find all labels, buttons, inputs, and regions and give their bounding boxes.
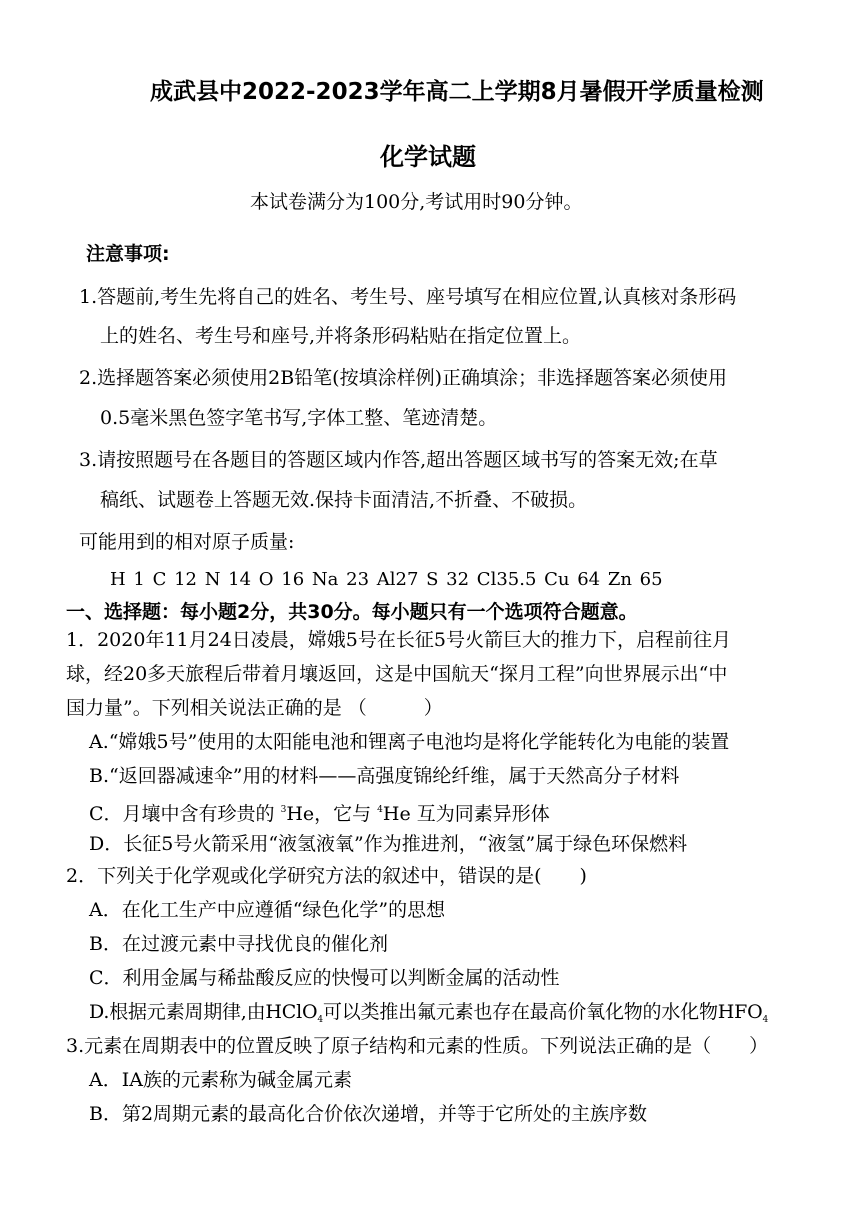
q1-stem-line1: 1．2020年11月24日凌晨，嫦娥5号在长征5号火箭巨大的推力下，启程前往月 [66,629,731,651]
subject-title: 化学试题 [380,143,476,171]
q1-option-d: D．长征5号火箭采用“液氢液氧”作为推进剂，“液氢”属于绿色环保燃料 [89,833,688,855]
q2-option-a: A．在化工生产中应遵循“绿色化学”的思想 [89,899,446,921]
note-2-line2: 0.5毫米黑色签字笔书写,字体工整、笔迹清楚。 [100,407,498,429]
atomic-mass-values: H 1 C 12 N 14 O 16 Na 23 Al27 S 32 Cl35.5 Cu 64 Zn 65 [110,569,663,590]
q1-stem-line2: 球，经20多天旅程后带着月壤返回，这是中国航天“探月工程”向世界展示出“中 [66,663,728,685]
q1-stem-line3: 国力量”。下列相关说法正确的是 （ ） [66,697,443,719]
q1-option-a: A.“嫦娥5号”使用的太阳能电池和锂离子电池均是将化学能转化为电能的装置 [89,731,730,753]
q1-option-b: B.“返回器减速伞”用的材料——高强度锦纶纤维，属于天然高分子材料 [89,765,680,787]
q2-stem: 2．下列关于化学观或化学研究方法的叙述中，错误的是( ) [66,865,587,887]
atomic-mass-label: 可能用到的相对原子质量: [79,531,295,553]
note-3-line2: 稿纸、试题卷上答题无效.保持卡面清洁,不折叠、不破损。 [100,489,588,511]
q2-option-d: D.根据元素周期律,由HClO$_4$可以类推出氟元素也存在最高价氧化物的水化物$HFO_4$ [89,1001,768,1025]
exam-info: 本试卷满分为100分,考试用时90分钟。 [250,191,583,213]
note-1-line1: 1.答题前,考生先将自己的姓名、考生号、座号填写在相应位置,认真核对条形码 [79,286,737,308]
section-heading: 一、选择题：每小题2分，共30分。每小题只有一个选项符合题意。 [66,601,638,623]
q3-option-a: A．ⅠA族的元素称为碱金属元素 [89,1069,352,1091]
q2-option-b: B．在过渡元素中寻找优良的催化剂 [89,933,388,955]
exam-title: 成武县中2022-2023学年高二上学期8月暑假开学质量检测 [150,79,764,105]
q2-option-c: C．利用金属与稀盐酸反应的快慢可以判断金属的活动性 [89,967,560,989]
note-1-line2: 上的姓名、考生号和座号,并将条形码粘贴在指定位置上。 [100,325,582,347]
q1-option-c: C．月壤中含有珍贵的 $^3$He，它与 $^4$He 互为同素异形体 [89,803,550,825]
q3-option-b: B．第2周期元素的最高化合价依次递增，并等于它所处的主族序数 [89,1103,648,1125]
note-2-line1: 2.选择题答案必须使用2B铅笔(按填涂样例)正确填涂；非选择题答案必须使用 [79,367,728,389]
notes-heading: 注意事项: [86,243,170,265]
q3-stem: 3.元素在周期表中的位置反映了原子结构和元素的性质。下列说法正确的是（ ） [66,1035,769,1057]
note-3-line1: 3.请按照题号在各题目的答题区域内作答,超出答题区域书写的答案无效;在草 [79,449,718,471]
